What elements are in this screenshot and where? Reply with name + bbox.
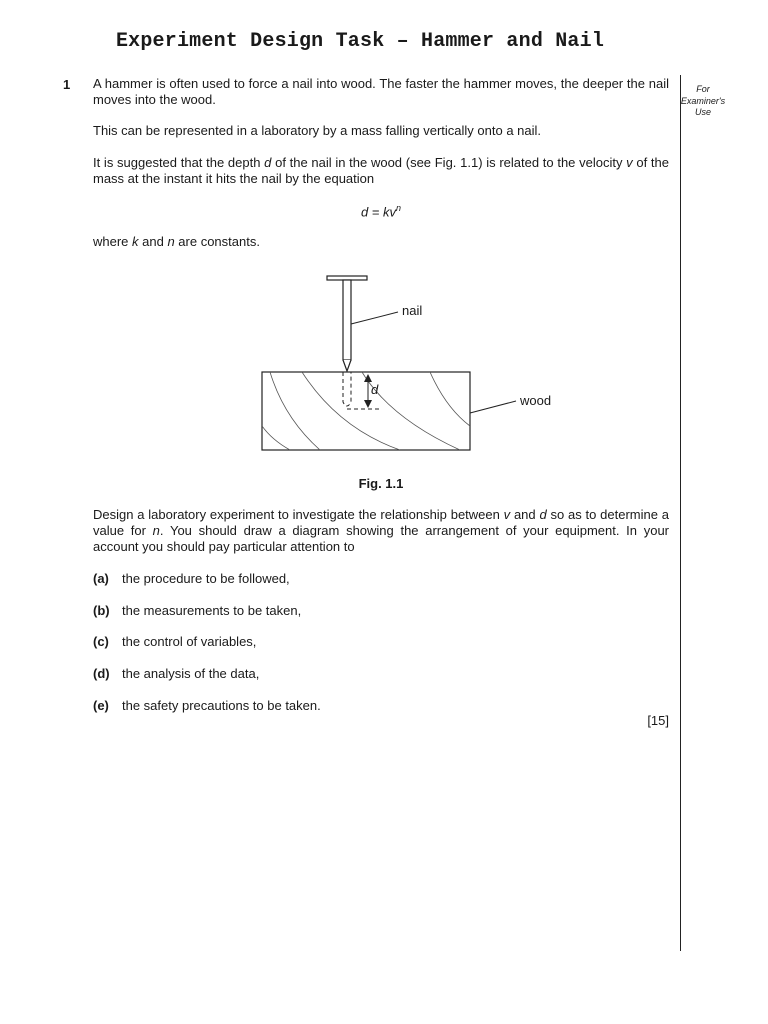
variable-k: k bbox=[132, 234, 139, 249]
part-b: (b) the measurements to be taken, bbox=[93, 603, 302, 618]
design-task-paragraph: Design a laboratory experiment to investigate the relationship between v and d so as to determine a value for n. You should draw a diagram showing the arrangement of your equipment. In your account you should pay particular attention to bbox=[93, 507, 669, 554]
wood-leader-line bbox=[470, 401, 516, 413]
page-title: Experiment Design Task – Hammer and Nail bbox=[115, 30, 605, 53]
figure-caption: Fig. 1.1 bbox=[358, 476, 404, 491]
part-e: (e) the safety precautions to be taken. bbox=[93, 698, 321, 713]
equation bbox=[93, 203, 669, 219]
nail-wood-figure bbox=[250, 268, 570, 458]
examiner-note-line-1: For bbox=[696, 84, 710, 94]
examiner-use-note bbox=[676, 84, 730, 119]
lab-representation-paragraph: This can be represented in a laboratory by a mass falling vertically onto a nail. bbox=[93, 123, 542, 138]
part-c: (c) the control of variables, bbox=[93, 634, 257, 649]
nail-shank bbox=[343, 280, 351, 360]
nail-leader-line bbox=[351, 312, 398, 324]
question-number: 1 bbox=[63, 77, 71, 92]
equation-lhs: d = kv bbox=[360, 204, 397, 220]
constants-paragraph: where k and n are constants. bbox=[93, 234, 260, 249]
equation-exponent: n bbox=[396, 203, 402, 213]
wood-label: wood bbox=[520, 393, 552, 408]
part-d: (d) the analysis of the data, bbox=[93, 666, 260, 681]
nail-tip bbox=[343, 360, 351, 371]
variable-d: d bbox=[264, 155, 272, 170]
examiner-margin-rule bbox=[680, 75, 681, 951]
examiner-note-line-2: Examiner's bbox=[680, 95, 726, 106]
variable-v: v bbox=[503, 507, 511, 522]
variable-v: v bbox=[626, 155, 633, 170]
variable-n: n bbox=[167, 234, 175, 249]
depth-label: d bbox=[371, 382, 379, 397]
examiner-note-line-3: Use bbox=[694, 107, 711, 117]
wood-block bbox=[262, 372, 470, 450]
part-a: (a) the procedure to be followed, bbox=[93, 571, 290, 586]
nail-label: nail bbox=[402, 303, 423, 318]
equation-lead-paragraph: It is suggested that the depth d of the nail in the wood (see Fig. 1.1) is related to the velocity v of the mass at the instant it hits the nail by the equation bbox=[93, 155, 670, 186]
question-intro-paragraph: A hammer is often used to force a nail into wood. The faster the hammer moves, the deeper the nail moves into the wood. bbox=[93, 76, 669, 107]
nail-head bbox=[327, 276, 367, 280]
variable-d: d bbox=[539, 507, 547, 522]
variable-n: n bbox=[152, 523, 160, 538]
marks-total: [15] bbox=[647, 713, 669, 728]
